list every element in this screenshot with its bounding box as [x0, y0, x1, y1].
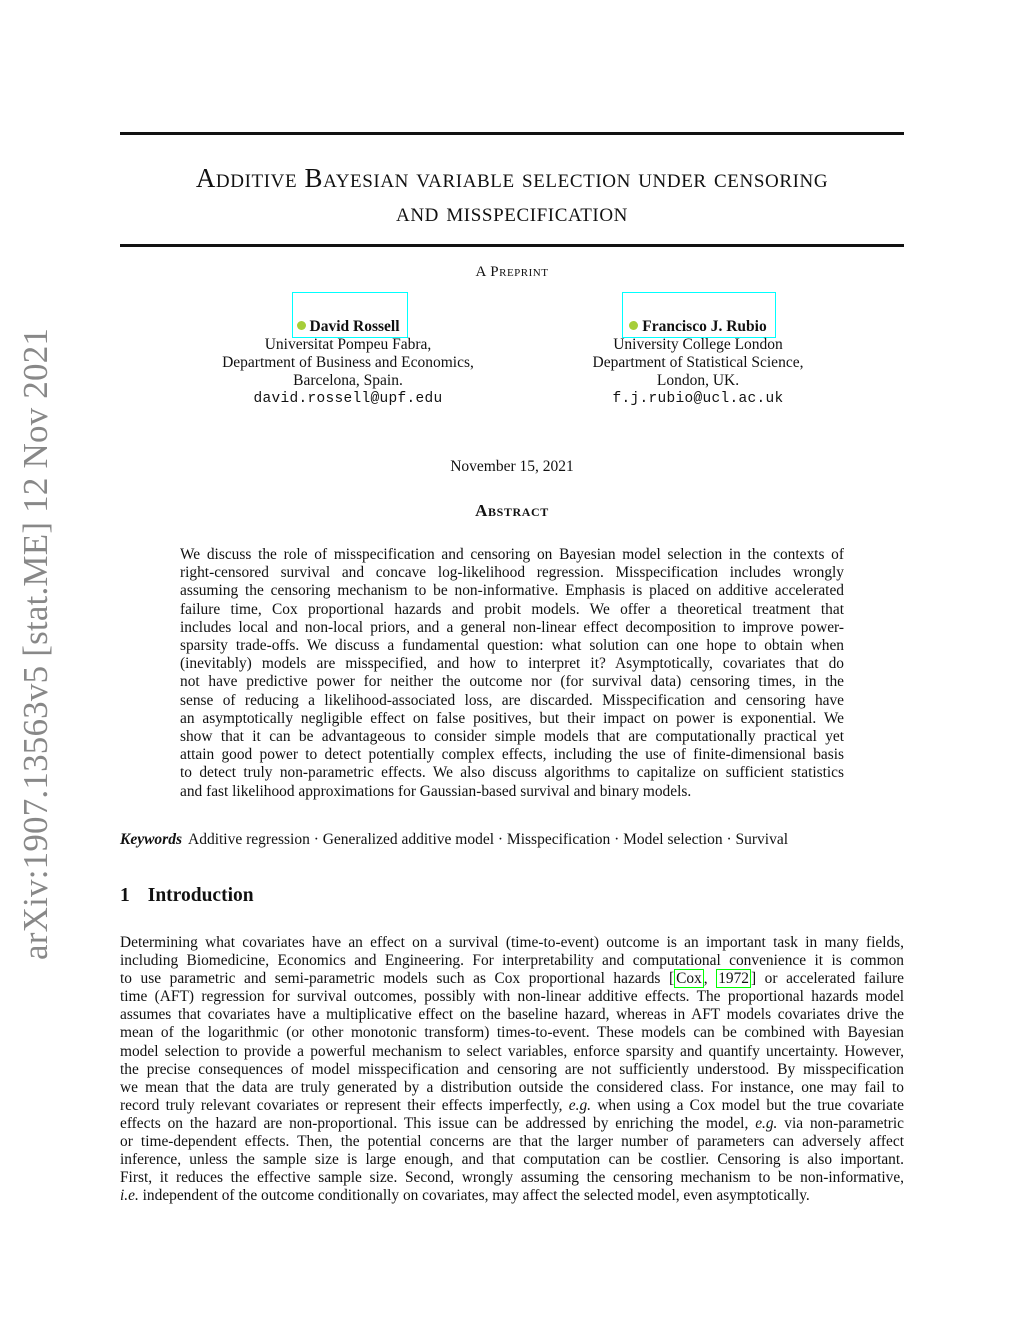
arxiv-identifier-sidebar[interactable]: arXiv:1907.13563v5 [stat.ME] 12 Nov 2021	[16, 327, 55, 960]
publication-date: November 15, 2021	[450, 458, 574, 475]
body-line: Determining what covariates have an effect on a survival (time-to-event) outcome is an important task in many fields,	[120, 934, 904, 951]
body-line: inference, unless the sample size is large enough, and that computation can be costlier. Censoring is also important.	[120, 1151, 904, 1169]
title-top-rule	[120, 132, 904, 135]
body-line: First, it reduces the effective sample size. Second, wrongly assuming the censoring mechanism to be non-informative,	[120, 1169, 904, 1187]
section-number: 1	[120, 885, 130, 906]
abstract-line: sense of reducing a likelihood-associated loss, are discarded. Misspecification and censoring have	[180, 691, 844, 709]
body-line: time (AFT) regression for survival outcomes, possibly with non-linear additive effects. The proportional hazards model	[120, 988, 904, 1006]
keywords	[120, 830, 904, 849]
author-2-affiliation-2: Department of Statistical Science,	[592, 354, 804, 371]
orcid-icon[interactable]	[297, 321, 306, 330]
abstract-line: We discuss the role of misspecification and censoring on Bayesian model selection in the contexts of	[180, 546, 844, 563]
citation-separator: ,	[703, 970, 717, 988]
body-line	[120, 1187, 904, 1205]
body-text-run: ] or accelerated failure	[750, 970, 904, 988]
body-line: we mean that the data are truly generated by a distribution outside the considered class. For instance, one may fail to	[120, 1078, 904, 1096]
body-line	[120, 970, 904, 988]
author-2-name[interactable]: Francisco J. Rubio	[642, 318, 767, 335]
abstract-line: attain good power to detect potentially complex effects, including the use of finite-dimensional basis	[180, 746, 844, 764]
abstract-heading: Abstract	[475, 501, 549, 520]
title-line-1: Additive Bayesian variable selection under censoring	[195, 163, 829, 193]
abstract-line: to detect truly non-parametric effects. We also discuss algorithms to capitalize on sufficient statistics	[180, 764, 844, 782]
body-text-run: via non-parametric	[777, 1114, 904, 1132]
author-1-affiliation-3: Barcelona, Spain.	[293, 372, 403, 389]
keywords-label: Keywords	[120, 831, 182, 848]
introduction-paragraph	[120, 934, 904, 1205]
author-1-email[interactable]: david.rossell@upf.edu	[253, 391, 443, 407]
section-heading-introduction	[120, 885, 254, 907]
abstract-text	[180, 546, 844, 801]
author-block-2	[548, 318, 848, 408]
author-2-affiliation-1: University College London	[613, 336, 783, 353]
author-1-name-line	[198, 318, 498, 336]
author-1-affiliation-1: Universitat Pompeu Fabra,	[264, 336, 432, 353]
body-line	[120, 1115, 904, 1133]
body-line: or time-dependent effects. Then, the potential concerns are that the larger number of parameters can adversely affect	[120, 1133, 904, 1151]
abstract-line: right-censored survival and concave log-likelihood regression. Misspecification includes wrongly	[180, 564, 844, 582]
body-text-run: record truly relevant covariates or represent their effects imperfectly,	[120, 1096, 569, 1114]
body-line: model selection to provide a powerful mechanism to select variables, enforce sparsity and quantify uncertainty. However,	[120, 1042, 904, 1060]
abstract-line: failure time, Cox proportional hazards and probit models. We offer a theoretical treatment that	[180, 600, 844, 618]
title-bottom-rule	[120, 244, 904, 247]
body-line: the precise consequences of model misspecification and censoring are not sufficiently understood. By misspecification	[120, 1060, 904, 1078]
abstract-line: an asymptotically negligible effect on false positives, but their impact on power is exponential. We	[180, 709, 844, 727]
author-block-1	[198, 318, 498, 408]
keywords-list: Additive regression · Generalized additive model · Misspecification · Model selection · Survival	[188, 831, 789, 848]
preprint-label: A Preprint	[475, 264, 549, 280]
section-title: Introduction	[147, 885, 254, 906]
body-line	[120, 1097, 904, 1115]
abstract-line: sparsity trade-offs. We discuss a fundamental question: what solution can one hope to obtain when	[180, 637, 844, 655]
body-line: assumes that covariates have a multiplicative effect on the baseline hazard, whereas in AFT models covariates drive the	[120, 1006, 904, 1024]
italic-ie: i.e.	[120, 1187, 139, 1205]
author-2-name-line	[548, 318, 848, 336]
abstract-line: not have predictive power for neither the outcome nor (for survival data) censoring times, in the	[180, 673, 844, 691]
author-1-name[interactable]: David Rossell	[309, 318, 400, 335]
author-2-email[interactable]: f.j.rubio@ucl.ac.uk	[612, 391, 784, 407]
citation-link-year[interactable]: 1972	[718, 970, 749, 988]
abstract-line: and fast likelihood approximations for Gaussian-based survival and binary models.	[180, 782, 692, 800]
author-2-affiliation-3: London, UK.	[656, 372, 740, 389]
body-text-run: when using a Cox model but the true covariate	[591, 1096, 904, 1114]
title-line-2: and misspecification	[396, 197, 628, 227]
body-text-run: independent of the outcome conditionally on covariates, may affect the selected model, even asymptotically.	[138, 1187, 810, 1205]
italic-eg: e.g.	[755, 1114, 778, 1132]
abstract-line: includes local and non-local priors, and a general non-linear effect decomposition to improve power-	[180, 618, 844, 636]
abstract-line: show that it can be advantageous to consider simple models that are computationally practical yet	[180, 728, 844, 746]
paper-title	[120, 161, 904, 229]
abstract-line: (inevitably) models are misspecified, and how to interpret it? Asymptotically, covariates that do	[180, 655, 844, 673]
body-line: including Biomedicine, Economics and Engineering. For interpretability and computational convenience it is common	[120, 952, 904, 970]
abstract-line: assuming the censoring mechanism to be non-informative. Emphasis is placed on additive accelerated	[180, 582, 844, 600]
citation-link-author[interactable]: Cox	[676, 970, 702, 988]
orcid-icon[interactable]	[629, 321, 638, 330]
body-text-run: to use parametric and semi-parametric models such as Cox proportional hazards [	[120, 970, 675, 988]
italic-eg: e.g.	[568, 1096, 592, 1114]
body-text-run: effects on the hazard are non-proportional. This issue can be addressed by enriching the model,	[120, 1114, 756, 1132]
author-1-affiliation-2: Department of Business and Economics,	[222, 354, 474, 371]
body-line: mean of the logarithmic (or other monotonic transform) times-to-event. These models can be combined with Bayesian	[120, 1024, 904, 1042]
